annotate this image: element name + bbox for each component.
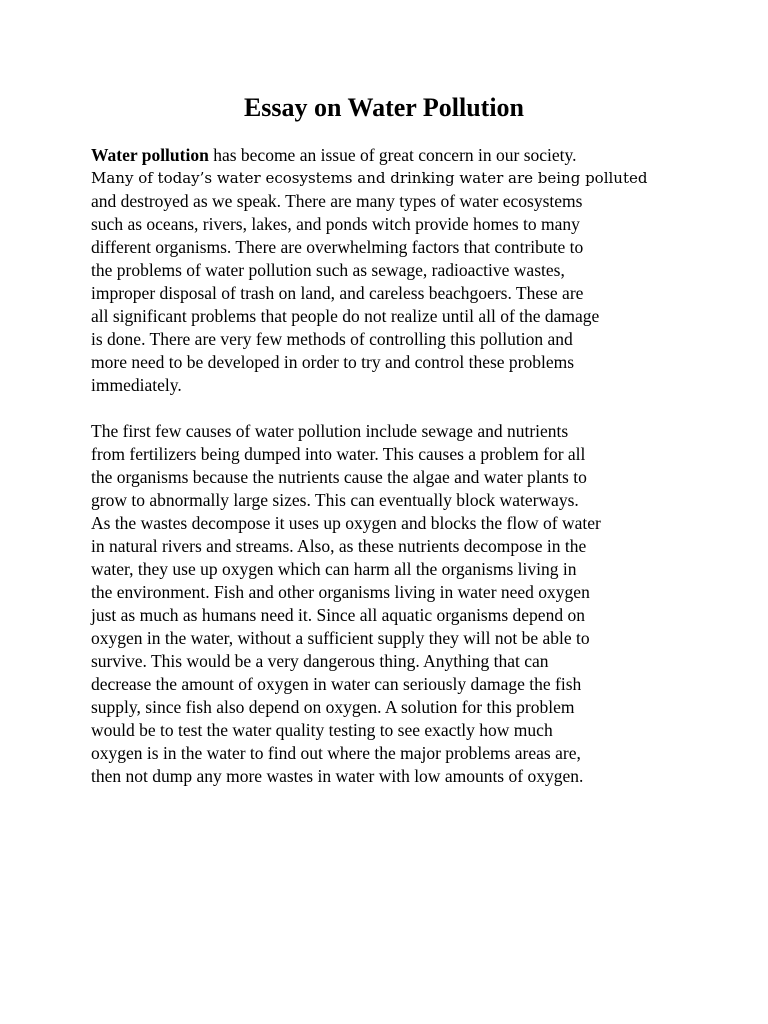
paragraph-line: Many of today’s water ecosystems and drinking water are being polluted (91, 169, 648, 187)
lead-text: has become an issue of great concern in our society. (208, 145, 577, 165)
paragraph-line: supply, since fish also depend on oxygen. A solution for this problem (91, 697, 575, 717)
paragraph-intro (91, 144, 691, 397)
paragraph-line: and destroyed as we speak. There are many types of water ecosystems (91, 191, 583, 211)
paragraph-line: the organisms because the nutrients cause the algae and water plants to (91, 467, 587, 487)
paragraph-line: then not dump any more wastes in water with low amounts of oxygen. (91, 766, 584, 786)
paragraph-line: the environment. Fish and other organisms living in water need oxygen (91, 582, 590, 602)
paragraph-line: survive. This would be a very dangerous thing. Anything that can (91, 651, 549, 671)
paragraph-line: decrease the amount of oxygen in water can seriously damage the fish (91, 674, 582, 694)
lead-term: Water pollution (91, 145, 209, 165)
paragraph-line (91, 144, 691, 167)
paragraph-line: would be to test the water quality testing to see exactly how much (91, 720, 553, 740)
essay-title: Essay on Water Pollution (243, 93, 525, 122)
paragraph-line: such as oceans, rivers, lakes, and ponds witch provide homes to many (91, 214, 580, 234)
paragraph-line: more need to be developed in order to try and control these problems (91, 352, 575, 372)
paragraph-line: immediately. (91, 375, 182, 395)
paragraph-line: all significant problems that people do not realize until all of the damage (91, 306, 600, 326)
paragraph-line: in natural rivers and streams. Also, as these nutrients decompose in the (91, 536, 587, 556)
paragraph-line: As the wastes decompose it uses up oxygen and blocks the flow of water (91, 513, 601, 533)
paragraph-line: the problems of water pollution such as sewage, radioactive wastes, (91, 260, 565, 280)
paragraph-line: from fertilizers being dumped into water. This causes a problem for all (91, 444, 586, 464)
paragraph-line: oxygen is in the water to find out where the major problems areas are, (91, 743, 581, 763)
paragraph-line: different organisms. There are overwhelming factors that contribute to (91, 237, 584, 257)
paragraph-line: water, they use up oxygen which can harm all the organisms living in (91, 559, 577, 579)
paragraph-line: oxygen in the water, without a sufficient supply they will not be able to (91, 628, 590, 648)
paragraph-line: grow to abnormally large sizes. This can eventually block waterways. (91, 490, 579, 510)
paragraph-line: The first few causes of water pollution include sewage and nutrients (91, 421, 569, 441)
paragraph-causes (91, 420, 691, 788)
paragraph-line: is done. There are very few methods of controlling this pollution and (91, 329, 573, 349)
paragraph-line: improper disposal of trash on land, and careless beachgoers. These are (91, 283, 584, 303)
paragraph-line: just as much as humans need it. Since all aquatic organisms depend on (91, 605, 585, 625)
